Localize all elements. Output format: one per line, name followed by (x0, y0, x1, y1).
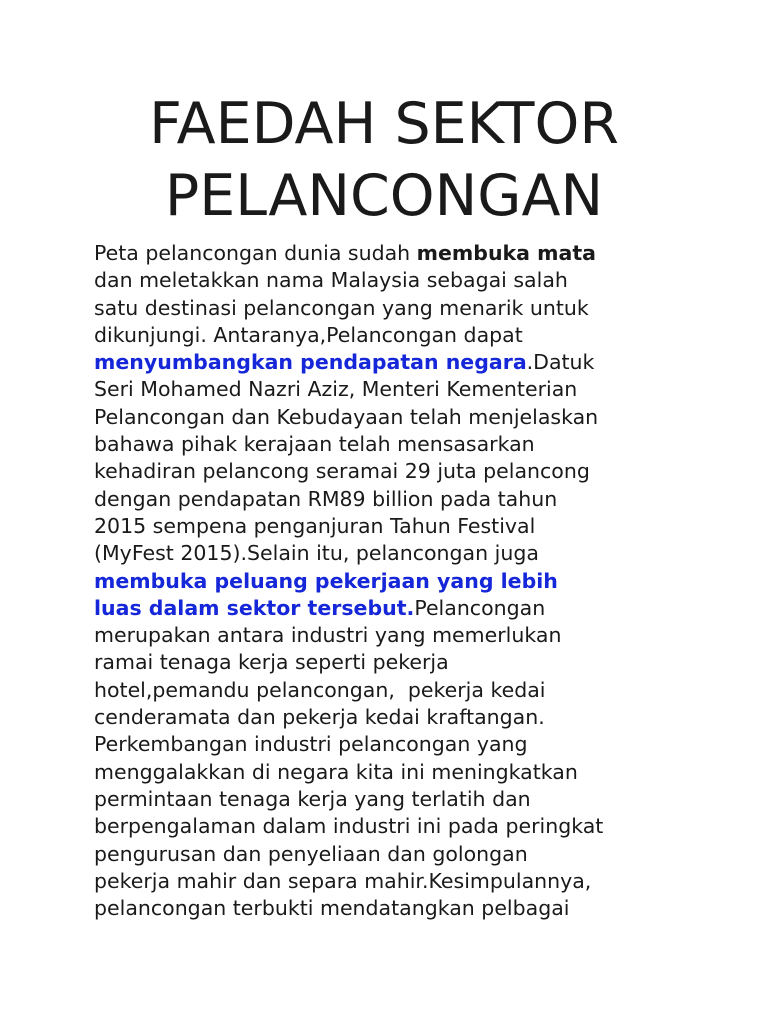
text-line (94, 568, 694, 595)
text-line: ramai tenaga kerja seperti pekerja (94, 650, 449, 675)
highlight-phrase: membuka peluang pekerjaan yang lebih (94, 568, 558, 593)
text-line: permintaan tenaga kerja yang terlatih dan (94, 786, 531, 811)
body-paragraph (94, 240, 694, 922)
text-line (94, 240, 694, 267)
text-line: cenderamata dan pekerja kedai kraftangan. (94, 705, 545, 730)
text-line: Perkembangan industri pelancongan yang (94, 732, 528, 757)
text-segment: Pelancongan (414, 595, 546, 620)
text-line: Pelancongan dan Kebudayaan telah menjelaskan (94, 404, 599, 429)
text-line: kehadiran pelancong seramai 29 juta pelancong (94, 459, 590, 484)
text-line: dan meletakkan nama Malaysia sebagai salah (94, 268, 568, 293)
highlight-phrase: menyumbangkan pendapatan negara (94, 350, 527, 375)
bold-phrase: membuka mata (416, 241, 596, 265)
text-line (94, 349, 694, 376)
text-line: hotel,pemandu pelancongan, pekerja kedai (94, 677, 546, 702)
text-line: pekerja mahir dan separa mahir.Kesimpulannya, (94, 868, 592, 893)
text-line: (MyFest 2015).Selain itu, pelancongan juga (94, 541, 539, 566)
text-line: dengan pendapatan RM89 billion pada tahun (94, 486, 558, 511)
text-line: menggalakkan di negara kita ini meningkatkan (94, 759, 578, 784)
title-line: FAEDAH SEKTOR (149, 91, 619, 157)
text-line: satu destinasi pelancongan yang menarik untuk (94, 295, 589, 320)
text-line: pengurusan dan penyeliaan dan golongan (94, 841, 528, 866)
text-line: pelancongan terbukti mendatangkan pelbagai (94, 896, 570, 921)
text-line: bahawa pihak kerajaan telah mensasarkan (94, 432, 535, 457)
text-line: merupakan antara industri yang memerlukan (94, 623, 562, 648)
title-line: PELANCONGAN (164, 163, 604, 229)
page-title (0, 88, 768, 232)
highlight-phrase: luas dalam sektor tersebut. (94, 595, 415, 620)
text-line: 2015 sempena penganjuran Tahun Festival (94, 513, 536, 538)
text-line: dikunjungi. Antaranya,Pelancongan dapat (94, 322, 523, 347)
text-line (94, 595, 694, 622)
text-segment: Peta pelancongan dunia sudah (94, 241, 417, 265)
text-line: berpengalaman dalam industri ini pada peringkat (94, 814, 604, 839)
text-line: Seri Mohamed Nazri Aziz, Menteri Kementerian (94, 377, 578, 402)
text-segment: .Datuk (526, 350, 595, 375)
